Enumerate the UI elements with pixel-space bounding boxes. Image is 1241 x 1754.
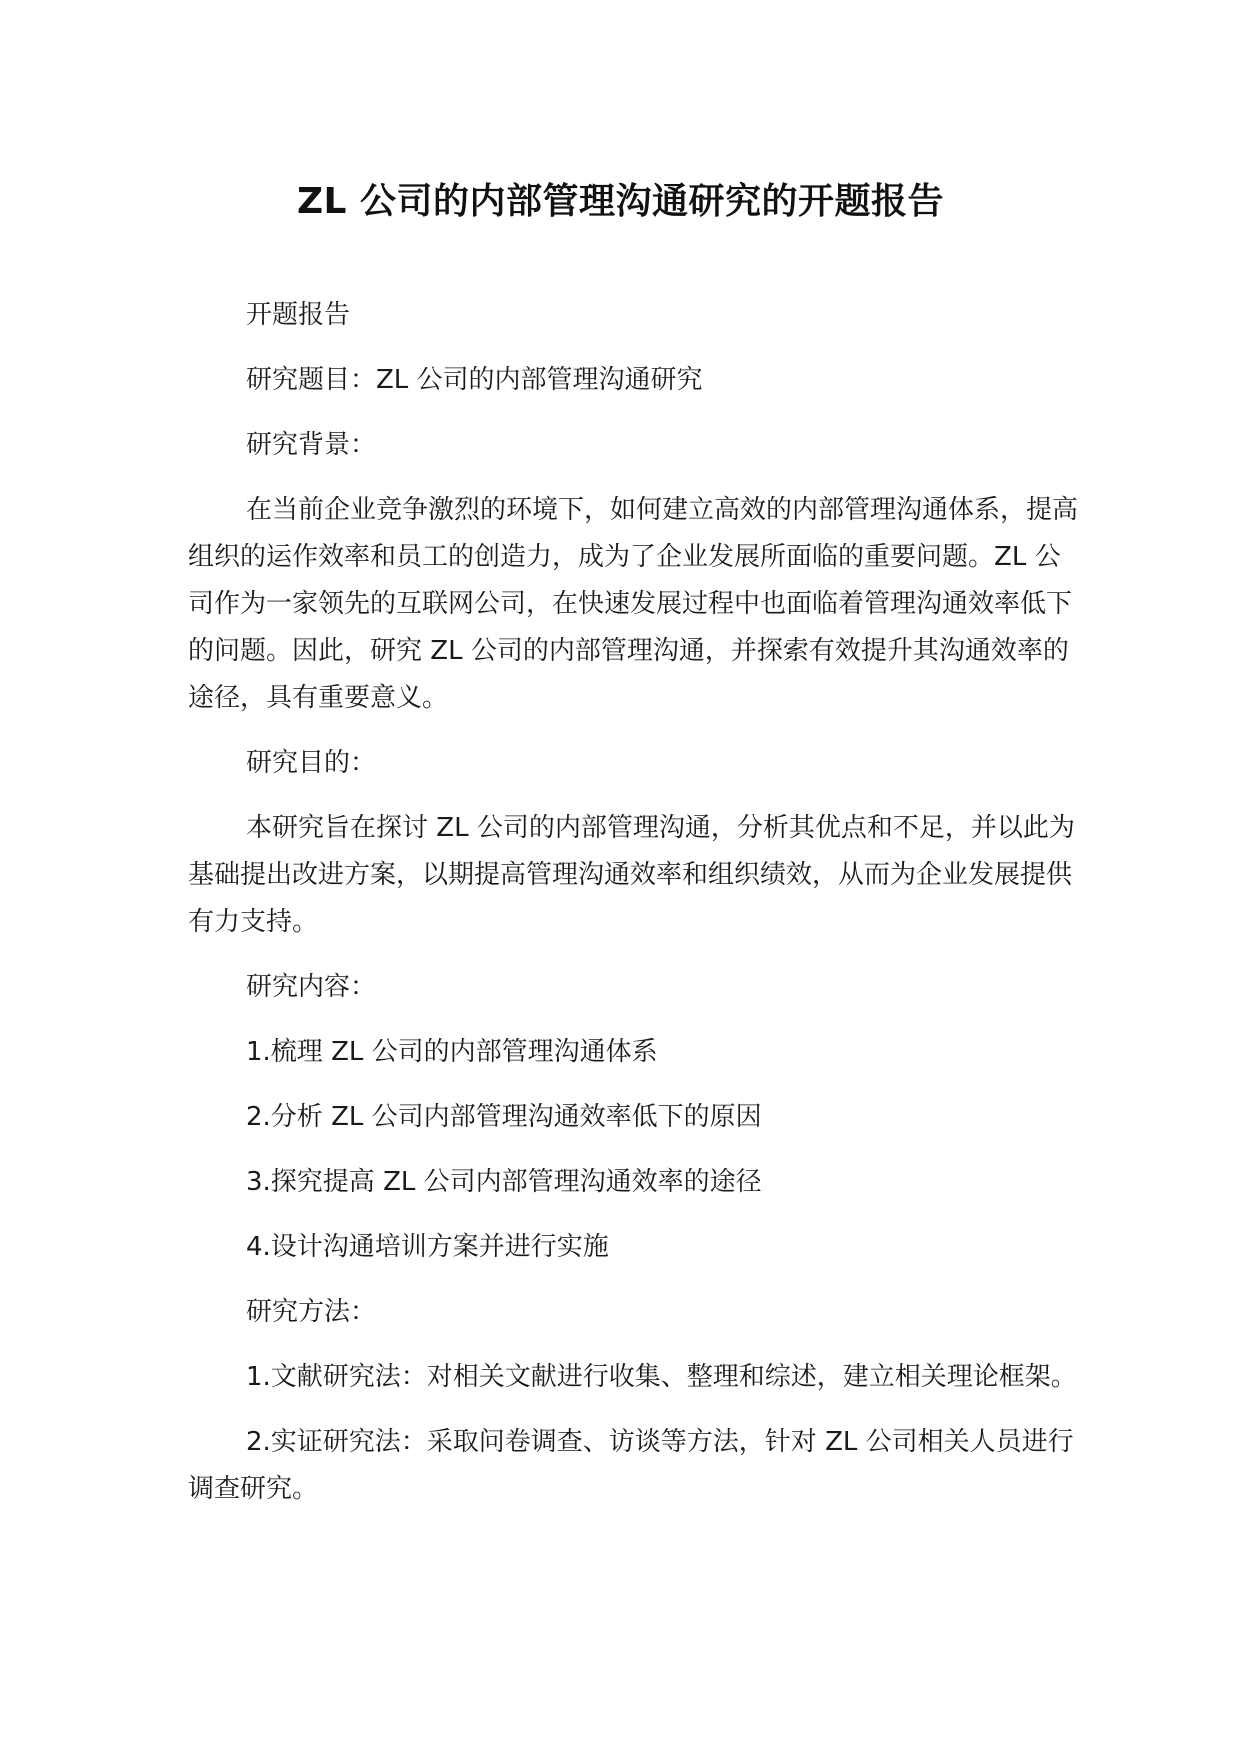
heading-research-content: 研究内容：	[246, 972, 377, 1002]
list-item-content-2: 2.分析 ZL 公司内部管理沟通效率低下的原因	[246, 1102, 762, 1132]
document-body	[188, 292, 1078, 1531]
paragraph-report-heading: 开题报告	[246, 300, 351, 330]
heading-research-methods: 研究方法：	[246, 1297, 377, 1327]
list-item-content-3: 3.探究提高 ZL 公司内部管理沟通效率的途径	[246, 1167, 762, 1197]
document-title: ZL 公司的内部管理沟通研究的开题报告	[296, 181, 945, 222]
paragraph-background-text: 在当前企业竞争激烈的环境下，如何建立高效的内部管理沟通体系，提高组织的运作效率和员工的创造力，成为了企业发展所面临的重要问题。ZL 公司作为一家领先的互联网公司，在快速发展过程中也面临着管理沟通效率低下的问题。因此，研究 ZL 公司的内部管理沟通，并探索有效提升其沟通效率的途径，具有重要意义。	[188, 495, 1079, 713]
heading-research-background: 研究背景：	[246, 430, 377, 460]
list-item-content-4: 4.设计沟通培训方案并进行实施	[246, 1232, 609, 1262]
paragraph-purpose-text: 本研究旨在探讨 ZL 公司的内部管理沟通，分析其优点和不足，并以此为基础提出改进方案，以期提高管理沟通效率和组织绩效，从而为企业发展提供有力支持。	[188, 813, 1075, 937]
list-item-method-1: 1.文献研究法：对相关文献进行收集、整理和综述，建立相关理论框架。	[246, 1362, 1077, 1392]
list-item-content-1: 1.梳理 ZL 公司的内部管理沟通体系	[246, 1037, 658, 1067]
paragraph-research-topic: 研究题目：ZL 公司的内部管理沟通研究	[246, 365, 703, 395]
list-item-method-2: 2.实证研究法：采取问卷调查、访谈等方法，针对 ZL 公司相关人员进行调查研究。	[188, 1427, 1074, 1504]
heading-research-purpose: 研究目的：	[246, 748, 377, 778]
